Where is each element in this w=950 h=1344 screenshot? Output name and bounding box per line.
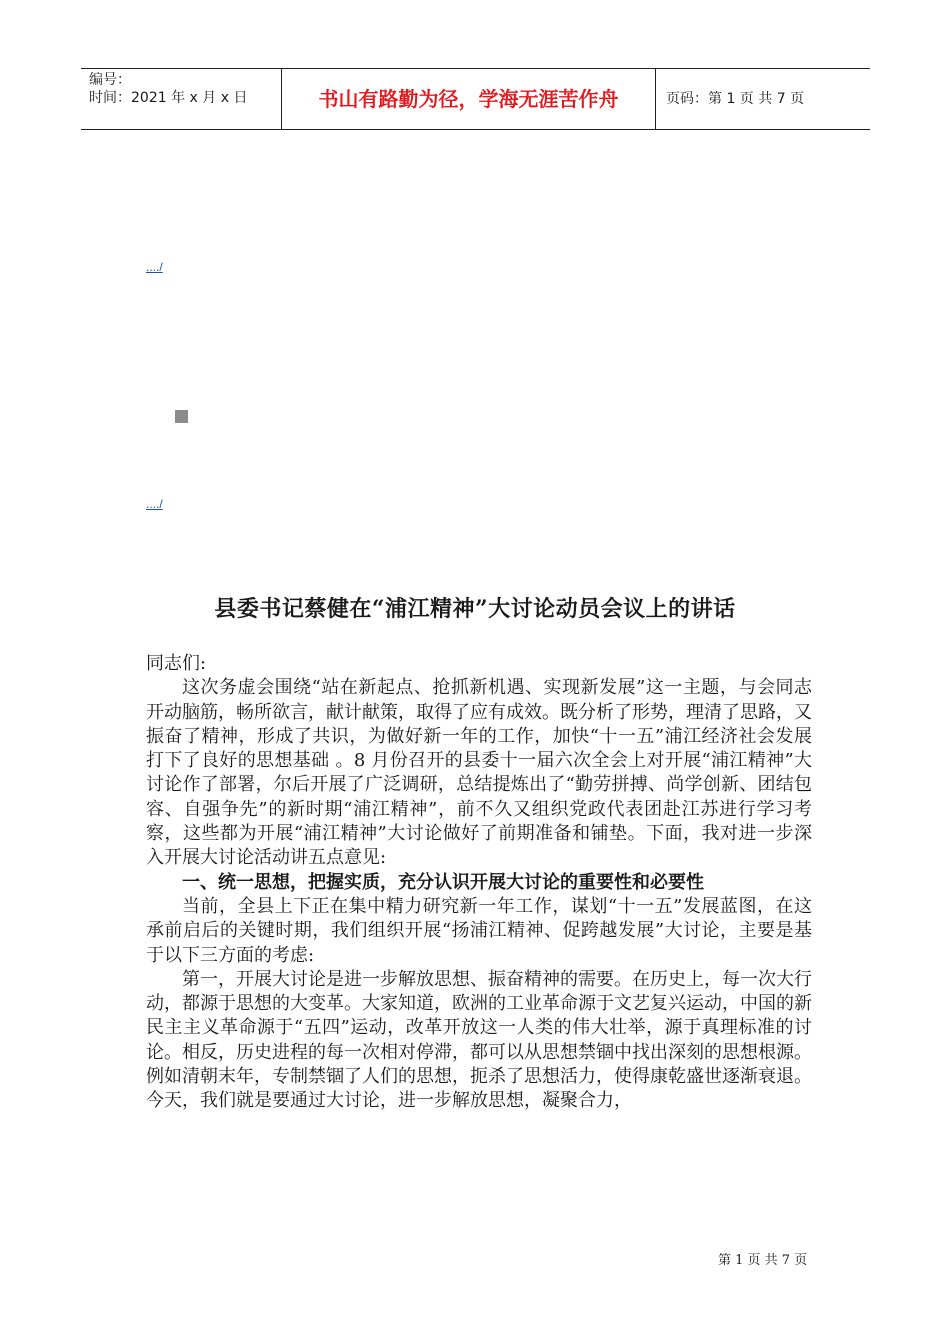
salutation: 同志们: xyxy=(146,653,207,674)
header-meta-cell xyxy=(81,69,282,129)
section-heading: 一、统一思想，把握实质，充分认识开展大讨论的重要性和必要性 xyxy=(182,871,704,893)
header-table xyxy=(81,68,870,130)
document-time-label: 时间：2021 年 x 月 x 日 xyxy=(89,90,248,106)
header-page-info: 页码：第 1 页 共 7 页 xyxy=(666,91,805,107)
body-paragraph: 这次务虚会围绕“站在新起点、抢抓新机遇、实现新发展”这一主题，与会同志开动脑筋，畅所欲言，献计献策，取得了应有成效。既分析了形势，理清了思路，又振奋了精神，形成了共识，为做好新一年的工作，加快“十一五”浦江经济社会发展打下了良好的思想基础 。8 月份召开的县委十一届六次全会上对开展“浦江精神”大讨论作了部署，尔后开展了广泛调研，总结提炼出了“勤劳拼搏、尚学创新、团结包容、自强争先”的新时期“浦江精神”，前不久又组织党政代表团赴江苏进行学习考察，这些都为开展“浦江精神”大讨论做好了前期准备和铺垫。下面，我对进一步深入开展大讨论活动讲五点意见: xyxy=(146,677,812,869)
square-bullet-icon xyxy=(175,410,188,423)
document-title: 县委书记蔡健在“浦江精神”大讨论动员会议上的讲话 xyxy=(214,596,736,622)
page-footer: 第 1 页 共 7 页 xyxy=(718,1253,808,1268)
document-body xyxy=(146,652,812,1114)
header-motto: 书山有路勤为径，学海无涯苦作舟 xyxy=(282,69,656,129)
document-number-label: 编号： xyxy=(89,72,131,88)
body-paragraph: 第一，开展大讨论是进一步解放思想、振奋精神的需要。在历史上，每一次大行动，都源于思想的大变革。大家知道，欧洲的工业革命源于文艺复兴运动，中国的新民主主义革命源于“五四”运动，改革开放这一人类的伟大壮举，源于真理标准的讨论。相反，历史进程的每一次相对停滞，都可以从思想禁锢中找出深刻的思想根源。例如清朝末年，专制禁锢了人们的思想，扼杀了思想活力，使得康乾盛世逐渐衰退。今天，我们就是要通过大讨论，进一步解放思想，凝聚合力， xyxy=(146,968,812,1112)
dotted-link-1[interactable]: ..../ xyxy=(146,260,163,274)
dotted-link-2[interactable]: ..../ xyxy=(146,497,163,511)
body-paragraph: 当前，全县上下正在集中精力研究新一年工作，谋划“十一五”发展蓝图，在这承前启后的关键时期，我们组织开展“扬浦江精神、促跨越发展”大讨论，主要是基于以下三方面的考虑: xyxy=(146,895,812,966)
